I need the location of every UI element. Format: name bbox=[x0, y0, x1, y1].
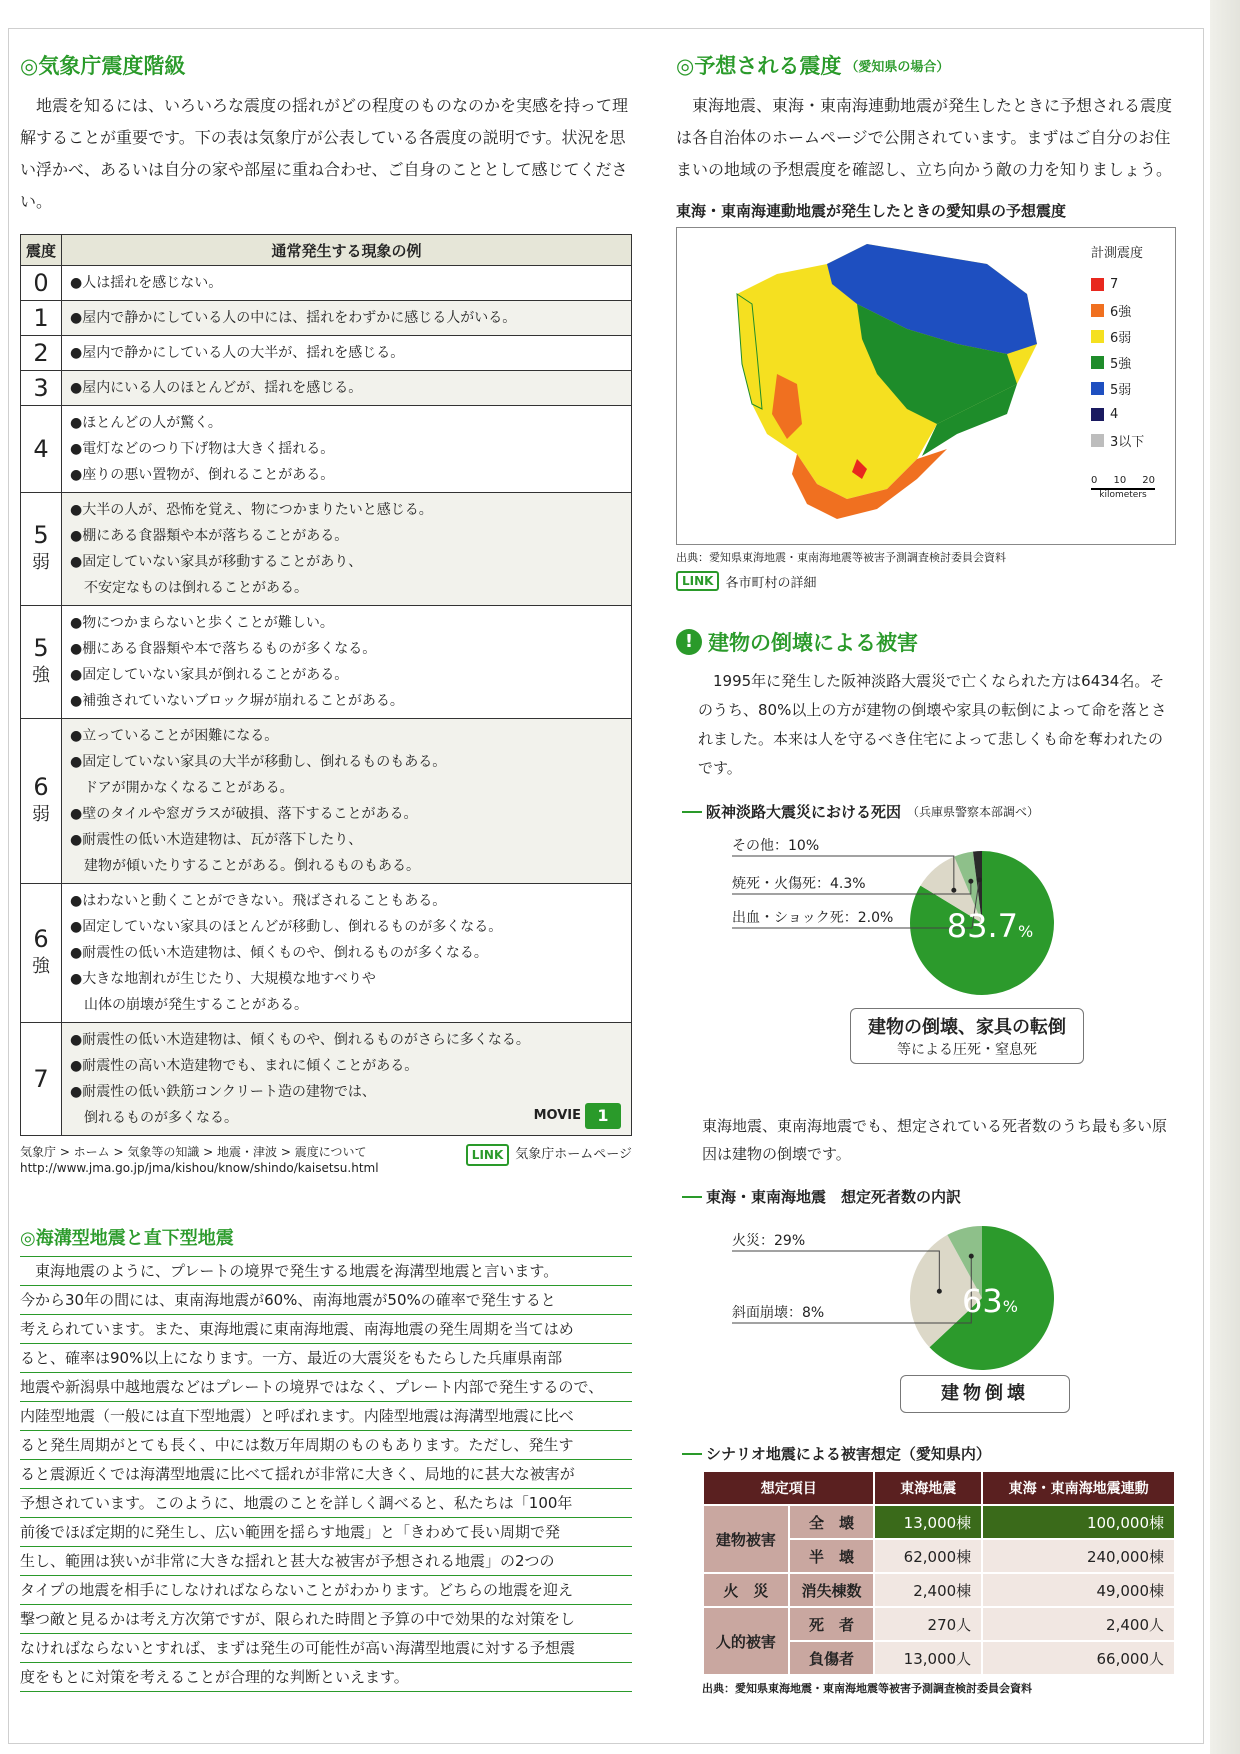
col-level-header: 震度 bbox=[21, 235, 62, 266]
level-qualifier: 強 bbox=[32, 665, 50, 686]
level-cell bbox=[21, 406, 62, 493]
link-text: 各市町村の詳細 bbox=[725, 575, 817, 591]
trench-line: 度をもとに対策を考えることが合理的な判断といえます。 bbox=[20, 1663, 632, 1692]
level-cell bbox=[21, 719, 62, 884]
damage-table-body bbox=[703, 1505, 1175, 1675]
pie-leader-dot bbox=[968, 879, 973, 884]
desc-line: ●大きな地割れが生じたり、大規模な地すべりや bbox=[70, 971, 376, 987]
desc-line: ●補強されていないブロック塀が崩れることがある。 bbox=[70, 693, 404, 709]
desc-cell bbox=[62, 371, 632, 406]
collapse-intro: 1995年に発生した阪神淡路大震災で亡くなられた方は6434名。そのうち、80%以上の方が建物の倒壊や家具の転倒によって命を落とされました。本来は人を守るべき住宅によって悲しくも命を奪われたのです。 bbox=[698, 672, 1167, 777]
table-row bbox=[21, 606, 632, 719]
table-row bbox=[21, 719, 632, 884]
desc-line: ●大半の人が、恐怖を覚え、物につかまりたいと感じる。 bbox=[70, 502, 433, 518]
table-row bbox=[21, 371, 632, 406]
right-column bbox=[676, 50, 1176, 1696]
level-qualifier: 弱 bbox=[32, 552, 50, 573]
scale-tick: 10 bbox=[1113, 475, 1127, 486]
desc-line: ●座りの悪い置物が、倒れることがある。 bbox=[70, 467, 335, 483]
legend-item bbox=[1091, 427, 1155, 453]
trench-line: 前後でほぼ定期的に発生し、広い範囲を揺らす地震」と「きわめて長い周期で発 bbox=[20, 1518, 632, 1547]
damage-category: 火 災 bbox=[703, 1573, 789, 1607]
exclamation-icon: ! bbox=[676, 629, 702, 655]
level-cell bbox=[21, 493, 62, 606]
desc-line: ●耐震性の低い木造建物は、傾くものや、倒れるものが多くなる。 bbox=[70, 945, 488, 961]
pie1-callout bbox=[850, 1008, 1084, 1064]
damage-table-title: シナリオ地震による被害想定（愛知県内） bbox=[702, 1443, 1176, 1464]
pie-center-number: 83.7 bbox=[946, 907, 1019, 945]
level-number: 4 bbox=[33, 435, 49, 463]
desc-line: ●耐震性の低い木造建物は、瓦が落下したり、 bbox=[70, 832, 363, 848]
left-column bbox=[20, 50, 632, 1692]
damage-combined: 2,400人 bbox=[982, 1607, 1175, 1641]
legend-item bbox=[1091, 375, 1155, 401]
damage-subitem: 負傷者 bbox=[789, 1641, 875, 1675]
scale-intro: 地震を知るには、いろいろな震度の揺れがどの程度のものなのかを実感を持って理解することが重要です。下の表は気象庁が公表している各震度の説明です。状況を思い浮かべ、あるいは自分の家や部屋に重ね合わせ、ご自身のこととして感じてください。 bbox=[20, 96, 629, 211]
legend-swatch bbox=[1091, 408, 1104, 421]
legend-label: 5弱 bbox=[1110, 382, 1132, 398]
table-row bbox=[703, 1505, 1175, 1539]
desc-cell bbox=[62, 301, 632, 336]
table-row bbox=[21, 884, 632, 1023]
damage-category: 人的被害 bbox=[703, 1607, 789, 1675]
forecast-title: ◎予想される震度 bbox=[676, 54, 842, 78]
pie2-callout: 建物倒壊 bbox=[900, 1375, 1070, 1413]
forecast-section-title bbox=[676, 50, 1176, 80]
trench-line: 予想されています。このように、地震のことを詳しく調べると、私たちは「100年 bbox=[20, 1489, 632, 1518]
source-url[interactable]: http://www.jma.go.jp/jma/kishou/know/shindo/kaisetsu.html bbox=[20, 1161, 379, 1175]
desc-line: ●屋内で静かにしている人の大半が、揺れを感じる。 bbox=[70, 345, 405, 361]
trench-line: ると発生周期がとても長く、中には数万年周期のものもあります。ただし、発生す bbox=[20, 1431, 632, 1460]
damage-source: 出典：愛知県東海地震・東南海地震等被害予測調査検討委員会資料 bbox=[702, 1682, 1032, 1695]
damage-combined: 66,000人 bbox=[982, 1641, 1175, 1675]
pie-center-unit: % bbox=[1018, 922, 1034, 941]
damage-col-tokai: 東海地震 bbox=[874, 1471, 982, 1505]
movie-camera-icon: 1 bbox=[585, 1103, 621, 1129]
level-number: 2 bbox=[33, 339, 49, 367]
level-cell bbox=[21, 606, 62, 719]
pie-leader-dot bbox=[937, 1289, 942, 1294]
pie-leader-dot bbox=[977, 877, 982, 882]
legend-swatch bbox=[1091, 304, 1104, 317]
level-cell bbox=[21, 371, 62, 406]
level-qualifier: 強 bbox=[32, 956, 50, 977]
table-row bbox=[21, 1023, 632, 1136]
map-title: 東海・東南海連動地震が発生したときの愛知県の予想震度 bbox=[676, 202, 1067, 220]
desc-line: ●立っていることが困難になる。 bbox=[70, 728, 279, 744]
scale-tick: 20 bbox=[1142, 475, 1155, 486]
level-number: 5 bbox=[33, 521, 49, 549]
table-row bbox=[703, 1573, 1175, 1607]
pie2-heading bbox=[702, 1186, 1176, 1207]
table-row bbox=[21, 406, 632, 493]
legend-item bbox=[1091, 349, 1155, 375]
desc-line: ●物につかまらないと歩くことが難しい。 bbox=[70, 615, 334, 631]
level-cell bbox=[21, 336, 62, 371]
pie-center-unit: % bbox=[1002, 1297, 1018, 1316]
desc-line: ●耐震性の低い鉄筋コンクリート造の建物では、 bbox=[70, 1084, 376, 1100]
level-number: 3 bbox=[33, 374, 49, 402]
desc-line: 山体の崩壊が発生することがある。 bbox=[70, 997, 308, 1013]
legend-label: 4 bbox=[1110, 406, 1119, 422]
trench-line: 内陸型地震（一般には直下型地震）と呼ばれます。内陸型地震は海溝型地震に比べ bbox=[20, 1402, 632, 1431]
level-number: 1 bbox=[33, 304, 49, 332]
trench-line: 考えられています。また、東海地震に東南海地震、南海地震の発生周期を当てはめ bbox=[20, 1315, 632, 1344]
trench-text bbox=[20, 1257, 632, 1692]
pie1-callout-main: 建物の倒壊、家具の転倒 bbox=[868, 1017, 1066, 1038]
level-cell bbox=[21, 1023, 62, 1136]
pie1-heading bbox=[702, 801, 1176, 822]
damage-col-item: 想定項目 bbox=[703, 1471, 874, 1505]
desc-line: ●耐震性の高い木造建物でも、まれに傾くことがある。 bbox=[70, 1058, 419, 1074]
trench-line: 東海地震のように、プレートの境界で発生する地震を海溝型地震と言います。 bbox=[20, 1257, 632, 1286]
damage-tokai: 13,000人 bbox=[874, 1641, 982, 1675]
desc-line: ●固定していない家具が倒れることがある。 bbox=[70, 667, 349, 683]
trench-line: 撃つ敵と見るかは考え方次第ですが、限られた時間と予算の中で効果的な対策をし bbox=[20, 1605, 632, 1634]
pie-leader-dot bbox=[969, 1254, 974, 1259]
legend-label: 6弱 bbox=[1110, 330, 1132, 346]
pie-leader-line bbox=[732, 1251, 939, 1291]
legend-swatch bbox=[1091, 434, 1104, 447]
trench-section-title: ◎海溝型地震と直下型地震 bbox=[20, 1224, 632, 1257]
damage-combined: 49,000棟 bbox=[982, 1573, 1175, 1607]
intensity-map bbox=[676, 227, 1176, 545]
pie-label: 斜面崩壊：8% bbox=[732, 1305, 825, 1321]
link-text: 気象庁ホームページ bbox=[515, 1147, 632, 1162]
table-row bbox=[21, 266, 632, 301]
desc-cell bbox=[62, 493, 632, 606]
map-scale-bar bbox=[1091, 475, 1155, 500]
scale-unit: kilometers bbox=[1099, 490, 1147, 500]
level-number: 0 bbox=[33, 269, 49, 297]
legend-swatch bbox=[1091, 330, 1104, 343]
trench-line: ると震源近くでは海溝型地震に比べて揺れが非常に大きく、局地的に甚大な被害が bbox=[20, 1460, 632, 1489]
legend-swatch bbox=[1091, 356, 1104, 369]
level-number: 5 bbox=[33, 634, 49, 662]
legend-item bbox=[1091, 297, 1155, 323]
trench-line: ると、確率は90%以上になります。一方、最近の大震災をもたらした兵庫県南部 bbox=[20, 1344, 632, 1373]
legend-item bbox=[1091, 323, 1155, 349]
aichi-map-image bbox=[717, 234, 1117, 534]
pie2-chart bbox=[702, 1213, 1176, 1427]
desc-line: ●固定していない家具が移動することがあり、 bbox=[70, 554, 363, 570]
trench-line: 地震や新潟県中越地震などはプレートの境界ではなく、プレート内部で発生するので、 bbox=[20, 1373, 632, 1402]
damage-subitem: 全 壊 bbox=[789, 1505, 875, 1539]
trench-line: タイプの地震を相手にしなければならないことがわかります。どちらの地震を迎え bbox=[20, 1576, 632, 1605]
source-breadcrumb: 気象庁 > ホーム > 気象等の知識 > 地震・津波 > 震度について bbox=[20, 1145, 367, 1159]
jma-link[interactable] bbox=[466, 1144, 632, 1166]
desc-line: ●固定していない家具の大半が移動し、倒れるものもある。 bbox=[70, 754, 447, 770]
desc-line: 建物が傾いたりすることがある。倒れるものもある。 bbox=[70, 858, 420, 874]
damage-tokai: 270人 bbox=[874, 1607, 982, 1641]
legend-label: 7 bbox=[1110, 276, 1119, 292]
desc-cell bbox=[62, 336, 632, 371]
pie-label: 火災：29% bbox=[732, 1233, 806, 1249]
table-row bbox=[21, 336, 632, 371]
municipal-link[interactable] bbox=[676, 571, 816, 591]
map-legend bbox=[1091, 242, 1155, 500]
pie-label: 出血・ショック死：2.0% bbox=[732, 910, 894, 926]
desc-cell bbox=[62, 606, 632, 719]
trench-line: 生し、範囲は狭いが非常に大きな揺れと甚大な被害が予想される地震」の2つの bbox=[20, 1547, 632, 1576]
legend-label: 6強 bbox=[1110, 304, 1132, 320]
level-qualifier: 弱 bbox=[32, 804, 50, 825]
damage-combined: 240,000棟 bbox=[982, 1539, 1175, 1573]
desc-line: ●ほとんどの人が驚く。 bbox=[70, 415, 222, 431]
pie1-chart bbox=[702, 828, 1176, 1098]
legend-items bbox=[1091, 271, 1155, 453]
map-source: 出典：愛知県東海地震・東南海地震等被害予測調査検討委員会資料 bbox=[676, 551, 1006, 564]
desc-line: ●屋内にいる人のほとんどが、揺れを感じる。 bbox=[70, 380, 363, 396]
movie-label: MOVIE bbox=[533, 1108, 581, 1123]
pie1-note: （兵庫県警察本部調べ） bbox=[907, 805, 1040, 819]
collapse-title: 建物の倒壊による被害 bbox=[708, 631, 918, 655]
link-badge: LINK bbox=[466, 1144, 509, 1166]
level-cell bbox=[21, 266, 62, 301]
legend-swatch bbox=[1091, 278, 1104, 291]
desc-cell bbox=[62, 884, 632, 1023]
legend-label: 5強 bbox=[1110, 356, 1132, 372]
damage-table bbox=[702, 1470, 1176, 1676]
damage-tokai: 13,000棟 bbox=[874, 1505, 982, 1539]
desc-line: ●人は揺れを感じない。 bbox=[70, 275, 223, 291]
desc-line: ●屋内で静かにしている人の中には、揺れをわずかに感じる人がいる。 bbox=[70, 310, 517, 326]
damage-tokai: 62,000棟 bbox=[874, 1539, 982, 1573]
desc-line: 不安定なものは倒れることがある。 bbox=[70, 580, 308, 596]
scale-ticks bbox=[1091, 475, 1155, 486]
desc-cell bbox=[62, 1023, 632, 1136]
damage-combined: 100,000棟 bbox=[982, 1505, 1175, 1539]
page-edge bbox=[1210, 0, 1240, 1754]
movie-button[interactable] bbox=[534, 1103, 621, 1129]
table-row bbox=[703, 1607, 1175, 1641]
desc-line: ●はわないと動くことができない。飛ばされることもある。 bbox=[70, 893, 447, 909]
table-row bbox=[21, 301, 632, 336]
damage-tokai: 2,400棟 bbox=[874, 1573, 982, 1607]
pie-center-number: 63 bbox=[962, 1282, 1003, 1320]
desc-line: 倒れるものが多くなる。 bbox=[70, 1110, 238, 1126]
forecast-title-sub: （愛知県の場合） bbox=[845, 59, 950, 75]
damage-subitem: 死 者 bbox=[789, 1607, 875, 1641]
pie-label: 焼死・火傷死：4.3% bbox=[732, 876, 866, 892]
desc-cell bbox=[62, 719, 632, 884]
desc-line: ●耐震性の低い木造建物は、傾くものや、倒れるものがさらに多くなる。 bbox=[70, 1032, 530, 1048]
damage-category: 建物被害 bbox=[703, 1505, 789, 1573]
scale-source bbox=[20, 1144, 632, 1176]
pie-label: その他：10% bbox=[732, 838, 820, 854]
damage-subitem: 消失棟数 bbox=[789, 1573, 875, 1607]
forecast-intro: 東海地震、東海・東南海連動地震が発生したときに予想される震度は各自治体のホームページで公開されています。まずはご自分のお住まいの地域の予想震度を確認し、立ち向かう敵の力を知りましょう。 bbox=[676, 96, 1173, 179]
level-number: 7 bbox=[33, 1065, 49, 1093]
collapse-section-title bbox=[676, 627, 1176, 657]
legend-swatch bbox=[1091, 382, 1104, 395]
legend-label: 3以下 bbox=[1110, 434, 1145, 450]
desc-line: ●壁のタイルや窓ガラスが破損、落下することがある。 bbox=[70, 806, 418, 822]
trench-line: 今から30年の間には、東南海地震が60%、南海地震が50%の確率で発生すると bbox=[20, 1286, 632, 1315]
trench-line: なければならないとすれば、まずは発生の可能性が高い海溝型地震に対する予想震 bbox=[20, 1634, 632, 1663]
legend-item bbox=[1091, 271, 1155, 297]
pie1-callout-sub: 等による圧死・窒息死 bbox=[897, 1042, 1037, 1058]
pie-leader-dot bbox=[951, 888, 956, 893]
desc-line: ドアが開かなくなることがある。 bbox=[70, 780, 294, 796]
legend-item bbox=[1091, 401, 1155, 427]
damage-subitem: 半 壊 bbox=[789, 1539, 875, 1573]
scale-section-title: ◎気象庁震度階級 bbox=[20, 54, 186, 78]
mid-text: 東海地震、東南海地震でも、想定されている死者数のうち最も多い原因は建物の倒壊です。 bbox=[702, 1117, 1168, 1163]
desc-line: ●棚にある食器類や本で落ちるものが多くなる。 bbox=[70, 641, 377, 657]
intensity-scale-table bbox=[20, 234, 632, 1136]
scale-tick: 0 bbox=[1091, 475, 1098, 486]
level-number: 6 bbox=[33, 773, 49, 801]
pie1-title: 阪神淡路大震災における死因 bbox=[706, 803, 902, 821]
legend-title: 計測震度 bbox=[1091, 246, 1144, 261]
desc-cell bbox=[62, 406, 632, 493]
level-cell bbox=[21, 884, 62, 1023]
level-number: 6 bbox=[33, 925, 49, 953]
desc-line: ●固定していない家具のほとんどが移動し、倒れるものが多くなる。 bbox=[70, 919, 503, 935]
desc-line: ●電灯などのつり下げ物は大きく揺れる。 bbox=[70, 441, 335, 457]
level-cell bbox=[21, 301, 62, 336]
pie2-title: 東海・東南海地震 想定死者数の内訳 bbox=[706, 1188, 962, 1206]
link-badge: LINK bbox=[676, 571, 719, 591]
table-row bbox=[21, 493, 632, 606]
desc-cell bbox=[62, 266, 632, 301]
desc-line: ●棚にある食器類や本が落ちることがある。 bbox=[70, 528, 349, 544]
damage-col-combined: 東海・東南海地震連動 bbox=[982, 1471, 1175, 1505]
scale-table-body bbox=[21, 266, 632, 1136]
col-desc-header: 通常発生する現象の例 bbox=[62, 235, 632, 266]
